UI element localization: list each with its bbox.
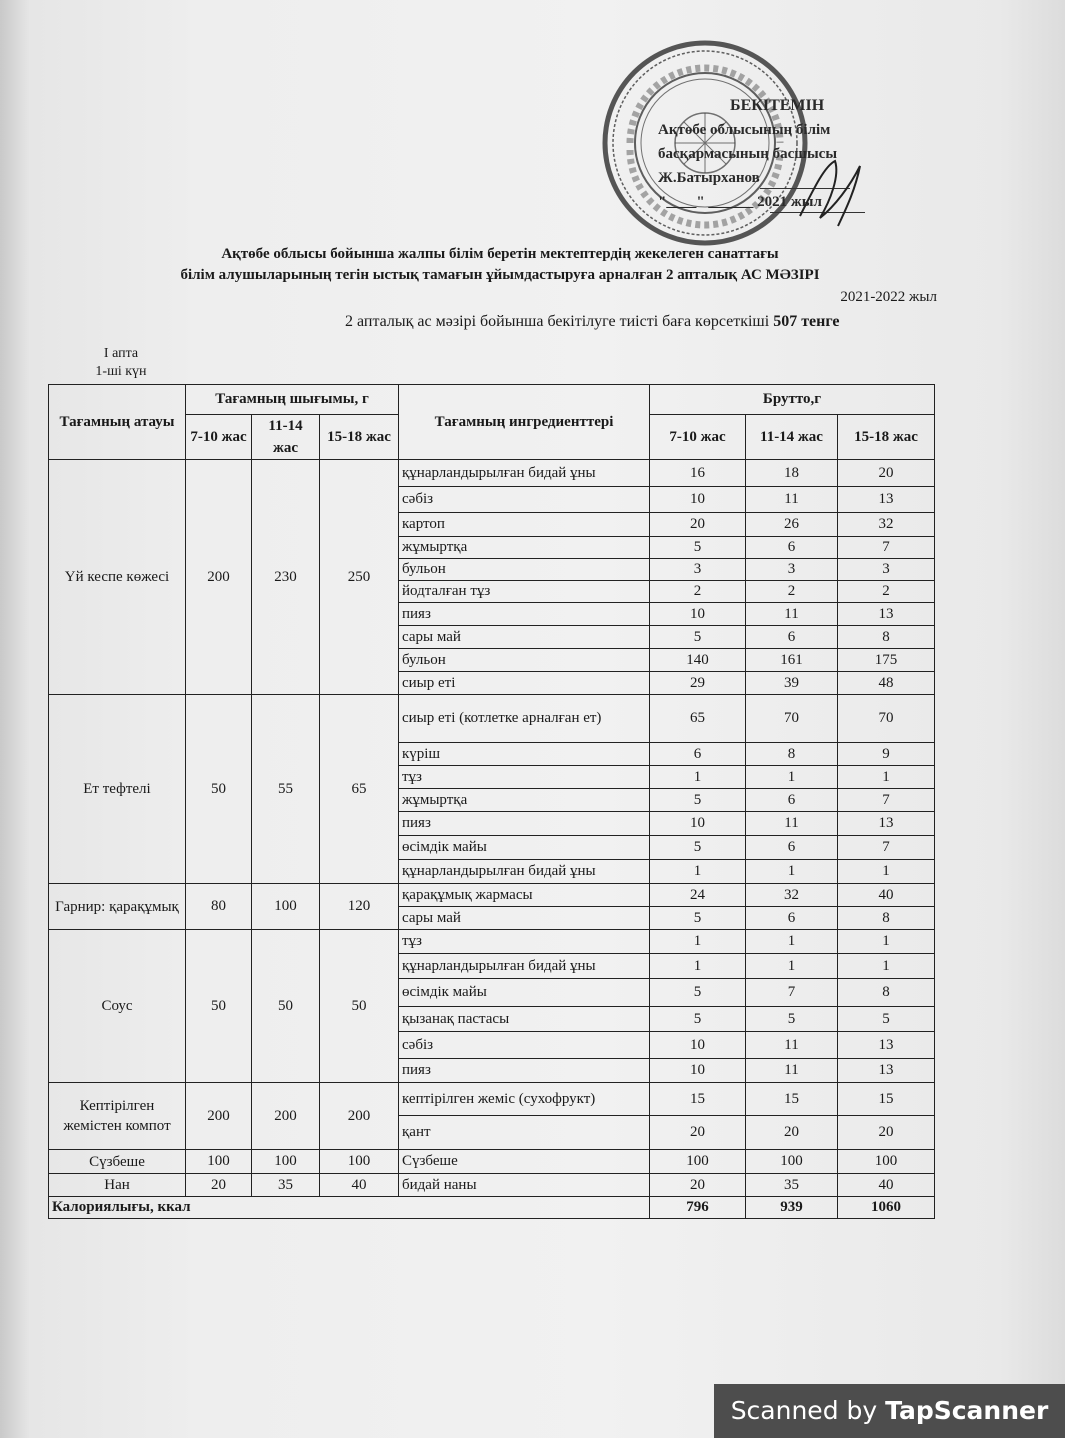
brutto-7-10: 20 [650,513,746,537]
table-row [49,1174,935,1197]
brutto-11-14: 32 [746,884,838,907]
approval-title: БЕКІТЕМІН [730,97,825,114]
brutto-15-18: 40 [838,1174,935,1197]
signature-icon [790,146,880,236]
table-row [49,930,935,954]
dish-name: Ет тефтелі [49,695,186,884]
brutto-11-14: 6 [746,537,838,559]
brutto-7-10: 24 [650,884,746,907]
brutto-15-18: 175 [838,649,935,672]
yield-11-14: 230 [252,460,320,695]
brutto-15-18: 1 [838,860,935,884]
brutto-11-14: 18 [746,460,838,487]
brutto-11-14: 6 [746,836,838,860]
title-line-1: Ақтөбе облысы бойынша жалпы білім беретін мектептердің жекелеген санаттағы [221,246,779,262]
yield-15-18: 120 [320,884,399,930]
ingredient-name: бульон [399,559,650,581]
total-15-18: 1060 [838,1197,935,1219]
yield-11-14: 50 [252,930,320,1083]
table-row [49,460,935,487]
brutto-7-10: 6 [650,743,746,766]
brutto-7-10: 1 [650,954,746,979]
brutto-15-18: 8 [838,979,935,1007]
brutto-7-10: 5 [650,907,746,930]
approval-block [600,38,920,258]
table-row [49,695,935,743]
academic-year: 2021-2022 жыл [840,289,937,305]
brutto-7-10: 10 [650,1059,746,1083]
brutto-7-10: 2 [650,581,746,603]
title-line-2: білім алушыларының тегін ыстық тамағын ұйымдастыруға арналған 2 апталық АС МӘЗІРІ [180,267,820,283]
ingredient-name: тұз [399,930,650,954]
brutto-11-14: 6 [746,626,838,649]
brutto-7-10: 20 [650,1174,746,1197]
ingredient-name: күріш [399,743,650,766]
brutto-15-18: 32 [838,513,935,537]
day-label: 1-ші күн [95,364,147,379]
dish-name: Сүзбеше [49,1150,186,1174]
week-label: I апта [103,346,139,361]
brutto-15-18: 15 [838,1083,935,1116]
ingredient-name: сиыр еті (котлетке арналған ет) [399,695,650,743]
brutto-15-18: 48 [838,672,935,695]
menu-table [48,384,935,1219]
brutto-15-18: 20 [838,1116,935,1150]
approval-line: Ақтөбе облысының білім [658,122,831,138]
brutto-15-18: 20 [838,460,935,487]
ingredient-name: картоп [399,513,650,537]
ingredient-name: сәбіз [399,1032,650,1059]
total-7-10: 796 [650,1197,746,1219]
brutto-7-10: 20 [650,1116,746,1150]
ingredient-name: құнарландырылған бидай ұны [399,460,650,487]
brutto-15-18: 2 [838,581,935,603]
yield-15-18: 100 [320,1150,399,1174]
brutto-11-14: 3 [746,559,838,581]
brutto-15-18: 13 [838,487,935,513]
yield-7-10: 200 [186,460,252,695]
yield-15-18: 250 [320,460,399,695]
brutto-7-10: 1 [650,766,746,789]
ingredient-name: сәбіз [399,487,650,513]
brutto-7-10: 10 [650,603,746,626]
brutto-7-10: 1 [650,930,746,954]
menu-body [49,460,935,1197]
dish-name: Кептірілген жемістен компот [49,1083,186,1150]
brutto-11-14: 161 [746,649,838,672]
ingredient-name: пияз [399,812,650,836]
approval-line: басқармасының басшысы [658,146,838,162]
header-ingredients: Тағамның ингредиенттері [399,385,650,460]
brutto-11-14: 5 [746,1007,838,1032]
brutto-7-10: 5 [650,537,746,559]
brutto-15-18: 7 [838,836,935,860]
brutto-7-10: 29 [650,672,746,695]
brutto-11-14: 1 [746,766,838,789]
brutto-11-14: 35 [746,1174,838,1197]
dish-name: Үй кеспе көжесі [49,460,186,695]
scanner-badge [714,1384,1065,1438]
ingredient-name: сары май [399,626,650,649]
brutto-11-14: 26 [746,513,838,537]
price-note-text: 2 апталық ас мәзірі бойынша бекітілуге тиісті баға көрсеткіші [345,313,774,330]
brutto-7-10: 5 [650,836,746,860]
yield-15-18: 65 [320,695,399,884]
brutto-7-10: 10 [650,1032,746,1059]
scanner-brand: TapScanner [885,1396,1049,1425]
yield-7-10: 80 [186,884,252,930]
ingredient-name: бульон [399,649,650,672]
brutto-15-18: 7 [838,789,935,812]
ingredient-name: қарақұмық жармасы [399,884,650,907]
brutto-7-10: 65 [650,695,746,743]
brutto-11-14: 11 [746,603,838,626]
header-yield-15-18: 15-18 жас [320,415,399,460]
brutto-15-18: 1 [838,930,935,954]
ingredient-name: өсімдік майы [399,979,650,1007]
ingredient-name: құнарландырылған бидай ұны [399,860,650,884]
brutto-7-10: 100 [650,1150,746,1174]
brutto-15-18: 8 [838,626,935,649]
brutto-15-18: 40 [838,884,935,907]
brutto-7-10: 16 [650,460,746,487]
approval-line: Ж.Батырханов [658,170,760,186]
brutto-11-14: 20 [746,1116,838,1150]
brutto-15-18: 8 [838,907,935,930]
brutto-15-18: 5 [838,1007,935,1032]
dish-name: Соус [49,930,186,1083]
header-yield-11-14: 11-14 жас [252,415,320,460]
ingredient-name: сары май [399,907,650,930]
brutto-11-14: 11 [746,487,838,513]
brutto-11-14: 11 [746,812,838,836]
yield-7-10: 50 [186,695,252,884]
brutto-15-18: 1 [838,766,935,789]
ingredient-name: тұз [399,766,650,789]
yield-7-10: 50 [186,930,252,1083]
brutto-11-14: 15 [746,1083,838,1116]
yield-11-14: 55 [252,695,320,884]
total-11-14: 939 [746,1197,838,1219]
brutto-15-18: 70 [838,695,935,743]
total-label: Калориялығы, ккал [49,1197,650,1219]
brutto-11-14: 6 [746,789,838,812]
brutto-15-18: 3 [838,559,935,581]
header-brutto-11-14: 11-14 жас [746,415,838,460]
brutto-15-18: 13 [838,1059,935,1083]
brutto-7-10: 140 [650,649,746,672]
brutto-11-14: 39 [746,672,838,695]
document-title [60,244,940,286]
brutto-15-18: 1 [838,954,935,979]
brutto-7-10: 10 [650,487,746,513]
brutto-7-10: 5 [650,789,746,812]
header-dish-name: Тағамның атауы [49,385,186,460]
table-row [49,1150,935,1174]
brutto-11-14: 1 [746,860,838,884]
yield-15-18: 200 [320,1083,399,1150]
brutto-7-10: 5 [650,979,746,1007]
price-note [345,313,840,331]
header-brutto-7-10: 7-10 жас [650,415,746,460]
brutto-7-10: 5 [650,1007,746,1032]
yield-7-10: 20 [186,1174,252,1197]
yield-15-18: 50 [320,930,399,1083]
ingredient-name: пияз [399,603,650,626]
yield-7-10: 100 [186,1150,252,1174]
ingredient-name: құнарландырылған бидай ұны [399,954,650,979]
yield-7-10: 200 [186,1083,252,1150]
yield-11-14: 200 [252,1083,320,1150]
brutto-11-14: 1 [746,930,838,954]
approval-line: "____" ______ 2021 жыл [658,194,822,210]
brutto-15-18: 13 [838,1032,935,1059]
ingredient-name: кептірілген жеміс (сухофрукт) [399,1083,650,1116]
brutto-15-18: 100 [838,1150,935,1174]
ingredient-name: бидай наны [399,1174,650,1197]
brutto-11-14: 100 [746,1150,838,1174]
brutto-7-10: 3 [650,559,746,581]
brutto-11-14: 11 [746,1059,838,1083]
ingredient-name: пияз [399,1059,650,1083]
ingredient-name: қызанақ пастасы [399,1007,650,1032]
ingredient-name: қант [399,1116,650,1150]
brutto-7-10: 1 [650,860,746,884]
brutto-7-10: 10 [650,812,746,836]
header-yield-7-10: 7-10 жас [186,415,252,460]
price-value: 507 тенге [773,313,840,330]
brutto-15-18: 7 [838,537,935,559]
brutto-11-14: 11 [746,1032,838,1059]
ingredient-name: жұмыртқа [399,537,650,559]
yield-15-18: 40 [320,1174,399,1197]
dish-name: Гарнир: қарақұмық [49,884,186,930]
ingredient-name: Сүзбеше [399,1150,650,1174]
brutto-11-14: 7 [746,979,838,1007]
header-brutto-15-18: 15-18 жас [838,415,935,460]
week-day-label [86,345,156,381]
table-row [49,1083,935,1116]
header-yield: Тағамның шығымы, г [186,385,399,415]
yield-11-14: 100 [252,884,320,930]
brutto-7-10: 5 [650,626,746,649]
brutto-11-14: 1 [746,954,838,979]
brutto-7-10: 15 [650,1083,746,1116]
dish-name: Нан [49,1174,186,1197]
brutto-11-14: 70 [746,695,838,743]
header-brutto: Брутто,г [650,385,935,415]
scanner-prefix: Scanned by [730,1396,886,1425]
ingredient-name: йодталған тұз [399,581,650,603]
yield-11-14: 35 [252,1174,320,1197]
brutto-15-18: 9 [838,743,935,766]
table-row [49,884,935,907]
yield-11-14: 100 [252,1150,320,1174]
ingredient-name: сиыр еті [399,672,650,695]
brutto-11-14: 8 [746,743,838,766]
brutto-15-18: 13 [838,603,935,626]
brutto-11-14: 2 [746,581,838,603]
brutto-11-14: 6 [746,907,838,930]
brutto-15-18: 13 [838,812,935,836]
ingredient-name: жұмыртқа [399,789,650,812]
ingredient-name: өсімдік майы [399,836,650,860]
